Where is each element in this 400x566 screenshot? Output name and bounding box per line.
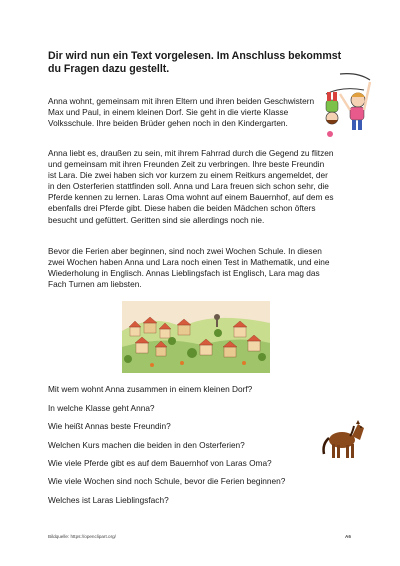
question-1: Mit wem wohnt Anna zusammen in einem kleinen Dorf? [48, 384, 253, 394]
worksheet-title [48, 50, 348, 76]
question-7: Welches ist Laras Lieblingsfach? [48, 495, 169, 505]
title-line-1: Dir wird nun ein Text vorgelesen. Im Anschluss bekommst [48, 50, 342, 62]
paragraph-1: Anna wohnt, gemeinsam mit ihren Eltern und ihren beiden Geschwistern Max und Paul, in einem kleinen Dorf. Sie geht in die vierte Klasse Volksschule. Ihre beiden Brüder gehen noch in den Kindergarten. [48, 96, 315, 129]
question-4: Welchen Kurs machen die beiden in den Osterferien? [48, 440, 245, 450]
question-6: Wie viele Wochen sind noch Schule, bevor die Ferien beginnen? [48, 476, 286, 486]
question-2: In welche Klasse geht Anna? [48, 403, 155, 413]
title-line-2: du Fragen dazu gestellt. [48, 63, 170, 75]
village-illustration [122, 301, 270, 373]
question-5: Wie viele Pferde gibt es auf dem Bauernhof von Laras Oma? [48, 458, 272, 468]
paragraph-2: Anna liebt es, draußen zu sein, mit ihrem Fahrrad durch die Gegend zu flitzen und gemeinsam mit ihren Freunden Zeit zu verbringen. Ihre beste Freundin ist Lara. Die zwei haben sich vor kurzem zu einem Reitkurs angemeldet, der in den Osterferien stattfinden soll. Anna und Lara freuen sich schon sehr, die Pferde kennen zu lernen. Laras Oma wohnt auf einem Bauernhof, auf dem es ebenfalls drei Pferde gibt. Diese haben die beiden Mädchen schon öfters besucht und gefüttert. Geritten sind sie allerdings noch nie. [48, 148, 334, 225]
horse-illustration [320, 418, 366, 462]
worksheet-code: A6 [345, 534, 351, 539]
question-3: Wie heißt Annas beste Freundin? [48, 421, 171, 431]
children-illustration [318, 70, 374, 140]
image-source-note: Bildquelle: https://openclipart.org/ [48, 534, 116, 539]
paragraph-3: Bevor die Ferien aber beginnen, sind noch zwei Wochen Schule. In diesen zwei Wochen haben Anna und Lara noch einen Test in Mathematik, und eine Wiederholung in Englisch. Annas Lieblingsfach ist Englisch, Lara mag das Fach Turnen am liebsten. [48, 246, 330, 290]
